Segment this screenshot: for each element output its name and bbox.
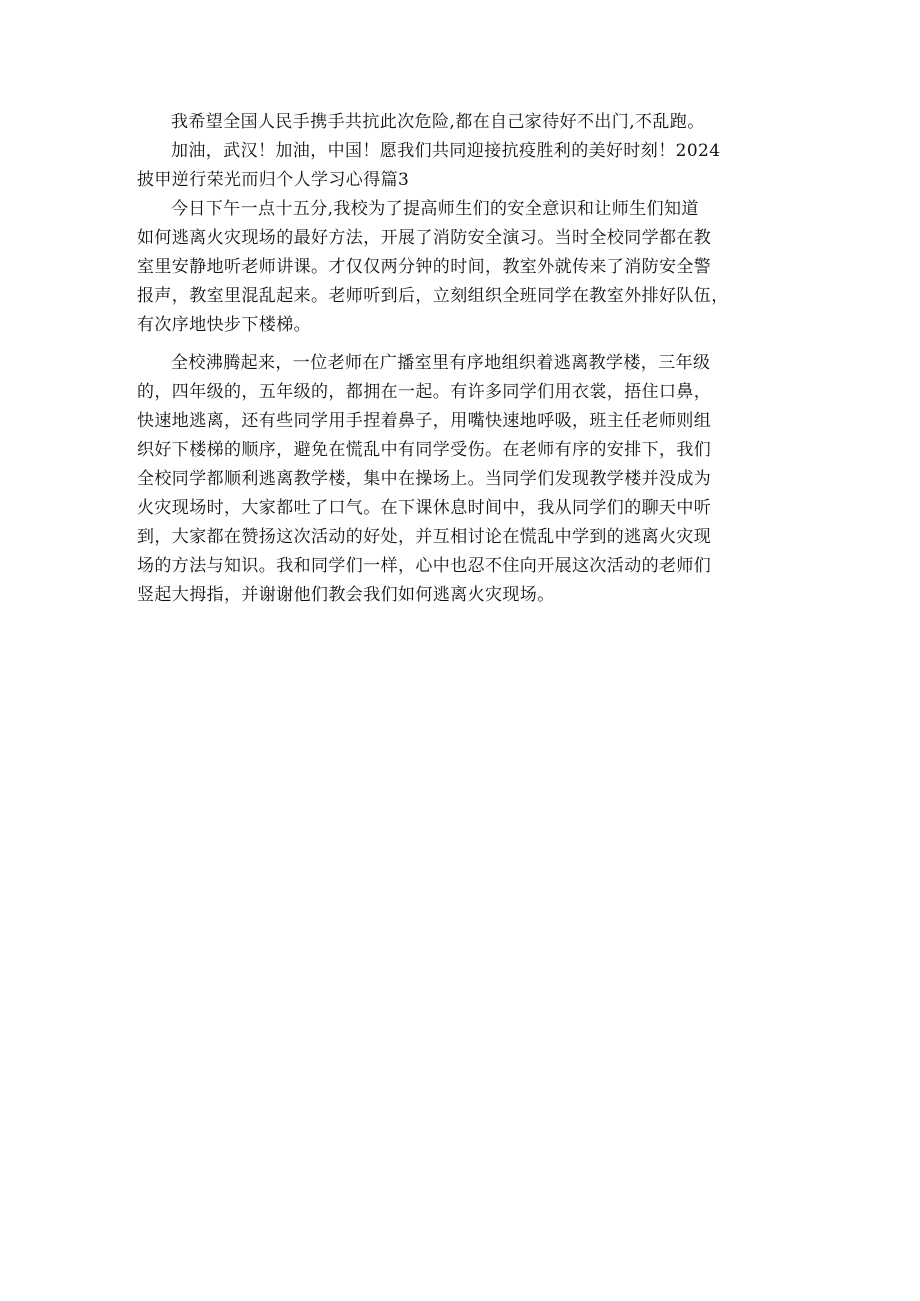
text-line: 织好下楼梯的顺序，避免在慌乱中有同学受伤。在老师有序的安排下，我们 — [137, 440, 712, 460]
text-line: 全校沸腾起来，一位老师在广播室里有序地组织着逃离教学楼，三年级 — [171, 353, 711, 373]
paragraph-1 — [137, 108, 791, 195]
text-line: 如何逃离火灾现场的最好方法，开展了消防安全演习。当时全校同学都在教 — [137, 228, 712, 248]
text-line: 我希望全国人民手携手共抗此次危险,都在自己家待好不出门,不乱跑。 — [171, 112, 705, 132]
text-line: 全校同学都顺利逃离教学楼，集中在操场上。当同学们发现教学楼并没成为 — [137, 469, 712, 489]
text-line: 场的方法与知识。我和同学们一样，心中也忍不住向开展这次活动的老师们 — [137, 556, 712, 576]
text-line: 的，四年级的，五年级的，都拥在一起。有许多同学们用衣裳，捂住口鼻， — [137, 382, 712, 402]
text-line: 竖起大拇指，并谢谢他们教会我们如何逃离火灾现场。 — [137, 585, 555, 605]
text-line: 今日下午一点十五分,我校为了提高师生们的安全意识和让师生们知道 — [171, 199, 699, 219]
text-line: 室里安静地听老师讲课。才仅仅两分钟的时间，教室外就传来了消防安全警 — [137, 257, 712, 277]
text-line: 快速地逃离，还有些同学用手捏着鼻子，用嘴快速地呼吸，班主任老师则组 — [137, 411, 712, 431]
text-line: 到，大家都在赞扬这次活动的好处，并互相讨论在慌乱中学到的逃离火灾现 — [137, 527, 712, 547]
document-body — [137, 108, 791, 610]
paragraph-3 — [137, 349, 791, 610]
text-line: 加油，武汉！加油，中国！愿我们共同迎接抗疫胜利的美好时刻！2024 — [171, 141, 721, 161]
text-line: 有次序地快步下楼梯。 — [137, 315, 311, 335]
text-line: 火灾现场时，大家都吐了口气。在下课休息时间中，我从同学们的聊天中听 — [137, 498, 712, 518]
text-line: 披甲逆行荣光而归个人学习心得篇3 — [137, 170, 410, 190]
paragraph-2 — [137, 195, 791, 340]
text-line: 报声，教室里混乱起来。老师听到后，立刻组织全班同学在教室外排好队伍， — [137, 286, 729, 306]
